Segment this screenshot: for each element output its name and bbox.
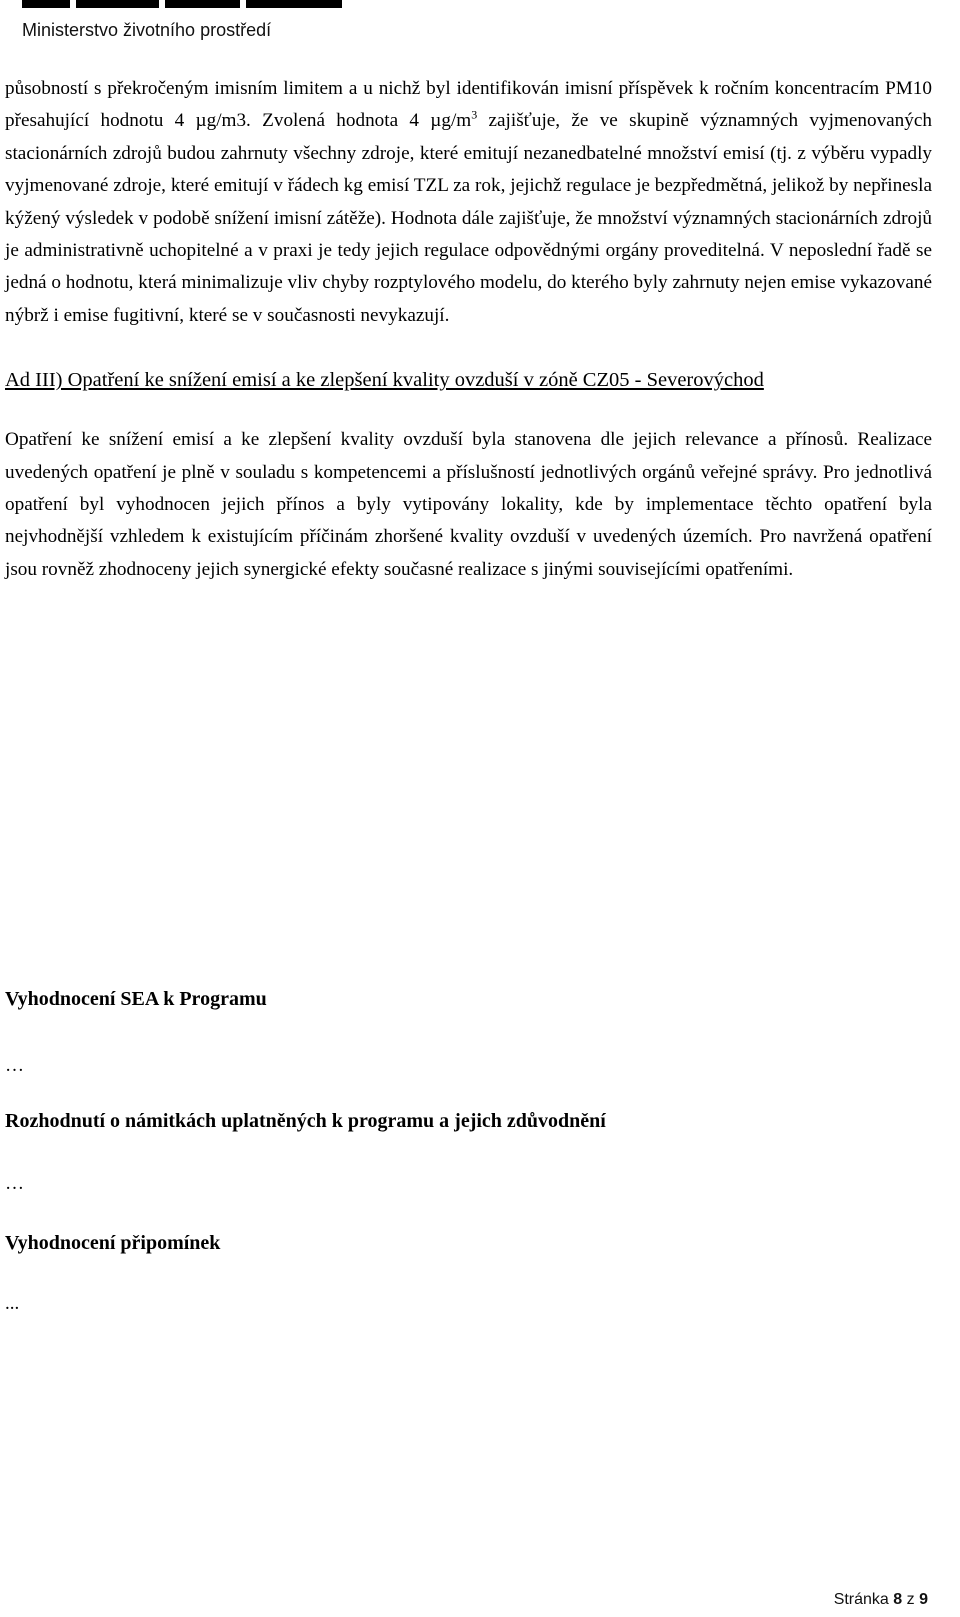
header-bar [246,0,342,8]
document-body [5,73,932,586]
placeholder-ellipsis: ... [5,1293,20,1314]
header-bar [22,0,70,8]
paragraph-measures: Opatření ke snížení emisí a ke zlepšení kvality ovzduší byla stanovena dle jejich relevance a přínosů. Realizace uvedených opatření je plně v souladu s kompetencemi a příslušností jednotlivých orgánů veřejné správy. Pro jednotlivá opatření byl vyhodnocen jejich přínos a byly vytipovány lokality, kde by implementace těchto opatření byla nejvhodnější vzhledem k existujícím příčinám zhoršené kvality ovzduší v uvedených územích. Pro navržená opatření jsou rovněž zhodnoceny jejich synergické efekty současné realizace s jinými souvisejícími opatřeními. [5,429,932,580]
ministry-name: Ministerstvo životního prostředí [22,20,272,40]
page-label: Stránka [833,1591,889,1608]
header-decoration [22,0,342,8]
current-page: 8 [893,1591,903,1608]
page-of: z [906,1591,915,1608]
total-pages: 9 [919,1591,928,1608]
section-title-ad-iii: Ad III) Opatření ke snížení emisí a ke zlepšení kvality ovzduší v zóně CZ05 - Severovýchod [5,369,764,392]
page-number [834,1591,928,1609]
heading-objections: Rozhodnutí o námitkách uplatněných k programu a jejich zdůvodnění [5,1110,606,1132]
paragraph-text: zajišťuje, že ve skupině významných vyjmenovaných stacionárních zdrojů budou zahrnuty všechny zdroje, které emitují nezanedbatelné množství emisí (tj. z výběru vypadly vyjmenované zdroje, které emitují v řádech kg emisí TZL za rok, jejichž regulace je bezpředmětná, jelikož by nepřinesla kýžený výsledek v podobě snížení imisní zátěže). Hodnota dále zajišťuje, že množství významných stacionárních zdrojů je administrativně uchopitelné a v praxi je tedy jejich regulace odpovědnými orgány proveditelná. V neposlední řadě se jedná o hodnotu, která minimalizuje vliv chyby rozptylového modelu, do kterého byly zahrnuty nejen emise vykazované nýbrž i emise fugitivní, které se v současnosti nevykazují. [5,110,932,326]
superscript: 3 [471,108,478,123]
heading-sea-evaluation: Vyhodnocení SEA k Programu [5,988,267,1010]
header-bar [76,0,159,8]
paragraph-text: působností s překročeným imisním limitem a u nichž byl identifikován imisní příspěvek k ročním koncentracím PM10 přesahující hodnotu 4 µg/m3. Zvolená hodnota 4 µg/m [5,78,932,132]
placeholder-ellipsis: … [5,1173,24,1194]
placeholder-ellipsis: … [5,1055,24,1076]
heading-comments: Vyhodnocení připomínek [5,1232,221,1254]
header-bar [165,0,240,8]
paragraph-pm10-threshold [5,73,932,332]
